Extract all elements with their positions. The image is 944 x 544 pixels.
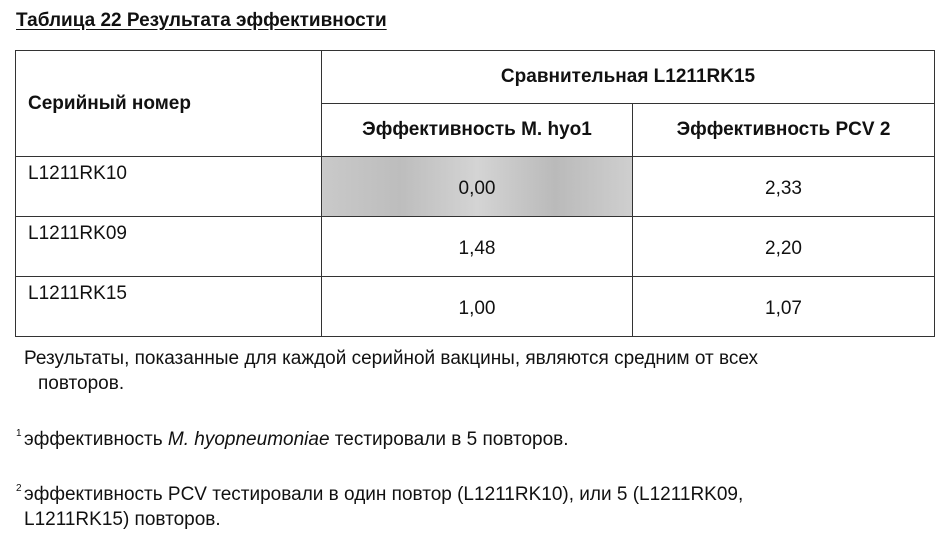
mhyo-value-cell: 1,48 [322, 217, 633, 277]
header-row-group [16, 51, 935, 104]
pcv-value-cell: 2,33 [633, 157, 935, 217]
footnote-1-italic: M. hyopneumoniae [167, 429, 330, 450]
summary-note [24, 346, 924, 396]
table-row [16, 277, 935, 337]
serial-cell: L1211RK10 [16, 157, 322, 217]
serial-cell: L1211RK09 [16, 217, 322, 277]
summary-line-1: Результаты, показанные для каждой серийной вакцины, являются средним от всех [24, 348, 759, 369]
pcv-value-cell: 2,20 [633, 217, 935, 277]
pcv-value-cell: 1,07 [633, 277, 935, 337]
footnote-1 [16, 427, 924, 452]
mhyo-value-cell: 0,00 [322, 157, 633, 217]
footnote-2 [16, 482, 924, 532]
mhyo-value-cell: 1,00 [322, 277, 633, 337]
results-table [15, 50, 935, 337]
serial-cell: L1211RK15 [16, 277, 322, 337]
footnote-2-line-2: L1211RK15) повторов. [24, 509, 221, 530]
footnote-1-text-before: эффективность [24, 429, 168, 450]
comparative-group-header: Сравнительная L1211RK15 [322, 51, 935, 104]
table-title: Таблица 22 Результата эффективности [16, 10, 387, 31]
table-row [16, 157, 935, 217]
footnote-1-mark: 1 [16, 428, 22, 439]
footnote-2-mark: 2 [16, 483, 22, 494]
summary-paragraph [24, 346, 924, 396]
serial-number-header: Серийный номер [16, 51, 322, 157]
footnote-2-line-1: эффективность PCV тестировали в один повтор (L1211RK10), или 5 (L1211RK09, [24, 484, 744, 505]
pcv2-efficacy-header: Эффективность PCV 2 [633, 104, 935, 157]
footnote-1-text-after: тестировали в 5 повторов. [329, 429, 569, 450]
table-row [16, 217, 935, 277]
mhyo-efficacy-header: Эффективность M. hyo1 [322, 104, 633, 157]
summary-line-2: повторов. [38, 373, 125, 394]
